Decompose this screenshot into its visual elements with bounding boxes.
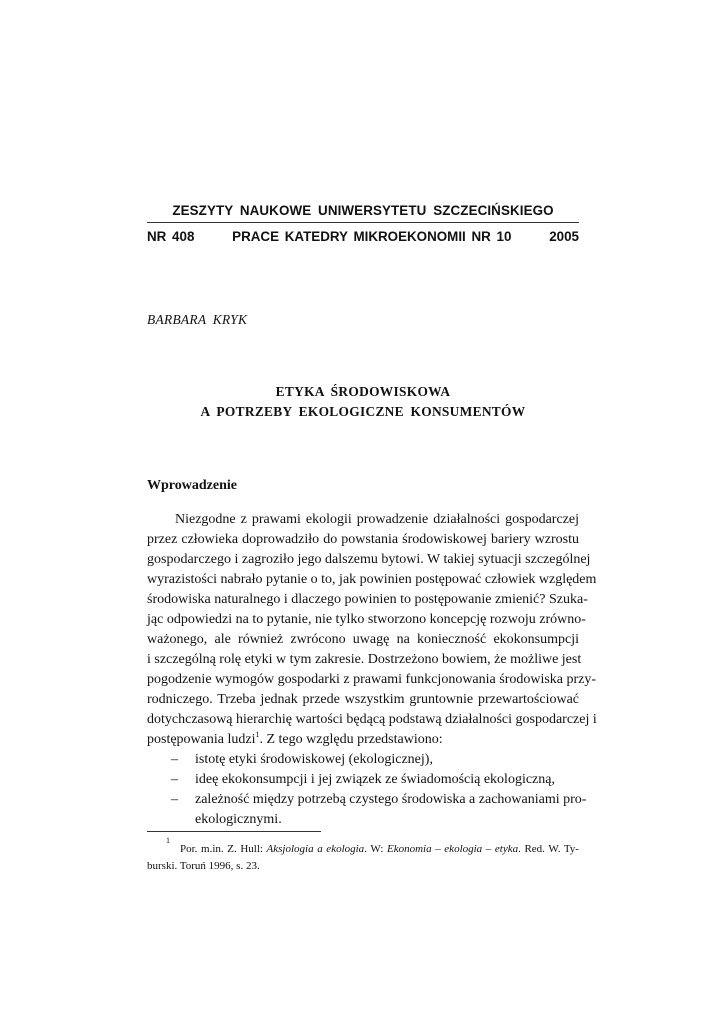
paragraph-line: dotychczasową hierarchię wartości będącą podstawą działalności gospodarczej i (147, 712, 597, 727)
footnote-text: . W: (364, 843, 387, 855)
dash-marker: – (171, 772, 178, 787)
list-item: istotę etyki środowiskowej (ekologicznej), (195, 752, 433, 767)
header-rule (147, 222, 579, 223)
series-title: PRACE KATEDRY MIKROEKONOMII NR 10 (232, 229, 512, 244)
author-name: BARBARA KRYK (147, 312, 248, 327)
paragraph-line: jąc odpowiedzi na to pytanie, nie tylko stworzono koncepcję rozwoju zrówno- (147, 612, 586, 627)
list-item: ideę ekokonsumpcji i jej związek ze świadomością ekologiczną, (195, 772, 555, 787)
paragraph-line: gospodarczego i zagroziło jego dalszemu bytowi. W takiej sytuacji szczególnej (147, 552, 591, 567)
paragraph-line: Niezgodne z prawami ekologii prowadzenie działalności gospodarczej (175, 512, 579, 527)
paragraph-line: przez człowieka doprowadziło do powstania środowiskowej bariery wzrostu (147, 532, 579, 547)
paragraph-line: i szczególną rolę etyki w tym zakresie. Dostrzeżono bowiem, że możliwe jest (147, 652, 582, 667)
paragraph-line: wyrazistości nabrało pytanie o to, jak powinien postępować człowiek względem (147, 572, 597, 587)
article-title-line1: ETYKA ŚRODOWISKOWA (275, 384, 451, 399)
section-heading: Wprowadzenie (147, 478, 237, 493)
journal-title: ZESZYTY NAUKOWE UNIWERSYTETU SZCZECIŃSKIEGO (172, 203, 554, 218)
article-title-line2: A POTRZEBY EKOLOGICZNE KONSUMENTÓW (200, 404, 526, 419)
dash-marker: – (171, 792, 178, 807)
paragraph-line: ważonego, ale również zwrócono uwagę na konieczność ekokonsumpcji (147, 632, 579, 647)
paragraph-text: . Z tego względu przedstawiono: (259, 732, 443, 747)
footnote-line1 (166, 841, 579, 858)
list-item: zależność między potrzebą czystego środowiska a zachowaniami pro- (195, 792, 587, 807)
footnote-text: Por. m.in. Z. Hull: (180, 843, 267, 855)
issue-number: NR 408 (147, 229, 195, 244)
paragraph-line: rodniczego. Trzeba jednak przede wszystkim gruntownie przewartościować (147, 692, 579, 707)
footnote-text: . Red. W. Ty- (518, 843, 579, 855)
footnote-reference: 1 (255, 730, 260, 739)
paragraph-text: postępowania ludzi (147, 732, 256, 747)
footnote-cited-title: Ekonomia – ekologia – etyka (386, 843, 519, 855)
year: 2005 (549, 229, 579, 244)
paragraph-line: pogodzenie wymogów gospodarki z prawami funkcjonowania środowiska przy- (147, 672, 597, 687)
series-line (147, 229, 579, 244)
footnote-line2: burski. Toruń 1996, s. 23. (147, 860, 260, 872)
dash-marker: – (171, 752, 178, 767)
paragraph-last-line (147, 730, 579, 750)
list-item-continuation: ekologicznymi. (195, 812, 282, 827)
paragraph-line: środowiska naturalnego i dlaczego powinien to postępowanie zmienić? Szuka- (147, 592, 588, 607)
footnote-cited-title: Aksjologia a ekologia (266, 843, 365, 855)
footnote-mark: 1 (166, 836, 170, 845)
footnote-rule (147, 831, 321, 832)
